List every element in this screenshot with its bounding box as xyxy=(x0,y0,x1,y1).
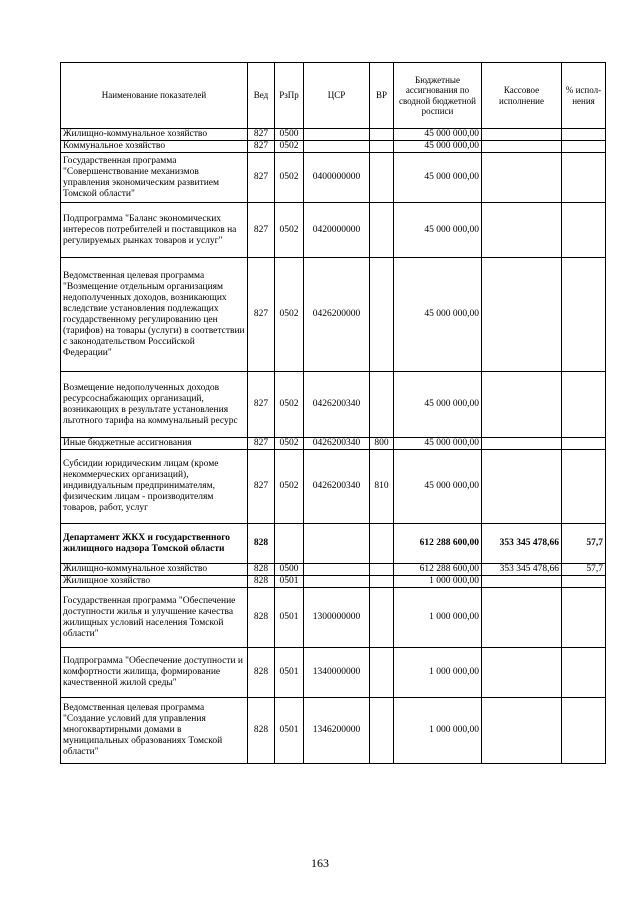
cell-budget: 1 000 000,00 xyxy=(394,576,482,588)
header-percent: % испол-нения xyxy=(562,63,606,129)
cell-rzpr: 0502 xyxy=(275,153,304,203)
cell-name: Государственная программа "Обеспечение доступности жилья и улучшение качества жилищных условий населения Томской области" xyxy=(61,588,248,648)
cell-rzpr: 0501 xyxy=(275,698,304,764)
cell-vr xyxy=(370,129,394,141)
cell-vr xyxy=(370,203,394,258)
header-csr: ЦСР xyxy=(304,63,370,129)
header-rzpr: РзПр xyxy=(275,63,304,129)
cell-budget: 612 288 600,00 xyxy=(394,564,482,576)
header-vr: ВР xyxy=(370,63,394,129)
cell-csr xyxy=(304,564,370,576)
cell-name: Ведомственная целевая программа "Возмещение отдельным организациям недополученных доходов, возникающих вследствие установления подлежащих государственному регулированию цен (тарифов) на товары (услуги) в соответствии с законодательством Российской Федерации" xyxy=(61,258,248,372)
cell-csr: 0400000000 xyxy=(304,153,370,203)
table-row xyxy=(61,203,606,258)
cell-budget: 1 000 000,00 xyxy=(394,648,482,698)
table-row xyxy=(61,372,606,438)
cell-rzpr: 0502 xyxy=(275,450,304,524)
cell-rzpr: 0501 xyxy=(275,588,304,648)
cell-rzpr: 0502 xyxy=(275,141,304,153)
cell-percent: 57,7 xyxy=(562,524,606,564)
cell-percent xyxy=(562,129,606,141)
cell-cash: 353 345 478,66 xyxy=(482,524,562,564)
cell-ved: 827 xyxy=(248,141,275,153)
cell-ved: 827 xyxy=(248,153,275,203)
cell-budget: 45 000 000,00 xyxy=(394,450,482,524)
cell-ved: 828 xyxy=(248,588,275,648)
cell-percent xyxy=(562,450,606,524)
cell-percent xyxy=(562,588,606,648)
cell-name: Жилищно-коммунальное хозяйство xyxy=(61,129,248,141)
cell-cash xyxy=(482,129,562,141)
cell-percent xyxy=(562,648,606,698)
cell-cash xyxy=(482,258,562,372)
cell-percent xyxy=(562,438,606,450)
table-row xyxy=(61,141,606,153)
cell-ved: 828 xyxy=(248,564,275,576)
cell-cash xyxy=(482,698,562,764)
cell-cash xyxy=(482,438,562,450)
header-budget: Бюджетные ассигнования по сводной бюджетной росписи xyxy=(394,63,482,129)
cell-cash xyxy=(482,203,562,258)
cell-cash xyxy=(482,576,562,588)
budget-execution-table xyxy=(60,62,606,764)
header-cash: Кассовое исполнение xyxy=(482,63,562,129)
cell-budget: 45 000 000,00 xyxy=(394,438,482,450)
table-row xyxy=(61,698,606,764)
cell-vr: 810 xyxy=(370,450,394,524)
cell-budget: 45 000 000,00 xyxy=(394,153,482,203)
table-header-row xyxy=(61,63,606,129)
cell-budget: 1 000 000,00 xyxy=(394,588,482,648)
cell-budget: 45 000 000,00 xyxy=(394,372,482,438)
cell-rzpr: 0501 xyxy=(275,576,304,588)
table-row xyxy=(61,438,606,450)
table-row xyxy=(61,524,606,564)
table-row xyxy=(61,153,606,203)
cell-ved: 827 xyxy=(248,129,275,141)
cell-csr xyxy=(304,576,370,588)
cell-ved: 827 xyxy=(248,258,275,372)
cell-vr xyxy=(370,648,394,698)
cell-cash xyxy=(482,450,562,524)
cell-percent xyxy=(562,258,606,372)
cell-name: Ведомственная целевая программа "Создание условий для управления многоквартирными домами в муниципальных образованиях Томской области" xyxy=(61,698,248,764)
table-row xyxy=(61,648,606,698)
cell-rzpr: 0502 xyxy=(275,438,304,450)
table-body xyxy=(61,129,606,764)
cell-cash xyxy=(482,648,562,698)
cell-csr: 1300000000 xyxy=(304,588,370,648)
cell-vr xyxy=(370,524,394,564)
cell-csr: 0420000000 xyxy=(304,203,370,258)
cell-percent xyxy=(562,141,606,153)
cell-ved: 827 xyxy=(248,450,275,524)
table-row xyxy=(61,450,606,524)
cell-ved: 827 xyxy=(248,372,275,438)
cell-percent xyxy=(562,203,606,258)
cell-name: Субсидии юридическим лицам (кроме некоммерческих организаций), индивидуальным предпринимателям, физическим лицам - производителям товаров, работ, услуг xyxy=(61,450,248,524)
cell-csr: 0426200340 xyxy=(304,438,370,450)
cell-cash xyxy=(482,372,562,438)
cell-csr: 0426200000 xyxy=(304,258,370,372)
cell-csr: 1340000000 xyxy=(304,648,370,698)
header-name: Наименование показателей xyxy=(61,63,248,129)
cell-name: Жилищное хозяйство xyxy=(61,576,248,588)
cell-vr xyxy=(370,698,394,764)
table-row xyxy=(61,258,606,372)
cell-percent: 57,7 xyxy=(562,564,606,576)
cell-csr: 1346200000 xyxy=(304,698,370,764)
page-number: 163 xyxy=(311,856,329,870)
cell-csr: 0426200340 xyxy=(304,372,370,438)
cell-name: Подпрограмма "Баланс экономических интересов потребителей и поставщиков на регулируемых рынках товаров и услуг" xyxy=(61,203,248,258)
cell-rzpr xyxy=(275,524,304,564)
cell-name: Жилищно-коммунальное хозяйство xyxy=(61,564,248,576)
table-row xyxy=(61,576,606,588)
cell-csr xyxy=(304,129,370,141)
cell-csr xyxy=(304,524,370,564)
cell-vr xyxy=(370,153,394,203)
cell-ved: 828 xyxy=(248,648,275,698)
cell-rzpr: 0502 xyxy=(275,203,304,258)
cell-percent xyxy=(562,153,606,203)
cell-ved: 828 xyxy=(248,576,275,588)
cell-cash xyxy=(482,588,562,648)
cell-vr xyxy=(370,141,394,153)
cell-budget: 45 000 000,00 xyxy=(394,258,482,372)
cell-vr xyxy=(370,564,394,576)
cell-csr xyxy=(304,141,370,153)
cell-cash: 353 345 478,66 xyxy=(482,564,562,576)
cell-cash xyxy=(482,153,562,203)
cell-percent xyxy=(562,576,606,588)
header-ved: Вед xyxy=(248,63,275,129)
cell-vr xyxy=(370,576,394,588)
table-row xyxy=(61,564,606,576)
cell-budget: 1 000 000,00 xyxy=(394,698,482,764)
cell-vr xyxy=(370,588,394,648)
cell-name: Коммунальное хозяйство xyxy=(61,141,248,153)
cell-ved: 828 xyxy=(248,524,275,564)
cell-vr: 800 xyxy=(370,438,394,450)
table-row xyxy=(61,588,606,648)
cell-vr xyxy=(370,372,394,438)
cell-ved: 827 xyxy=(248,203,275,258)
cell-vr xyxy=(370,258,394,372)
cell-name: Подпрограмма "Обеспечение доступности и комфортности жилища, формирование качественной жилой среды" xyxy=(61,648,248,698)
cell-name: Государственная программа "Совершенствование механизмов управления экономическим развитием Томской области" xyxy=(61,153,248,203)
cell-ved: 827 xyxy=(248,438,275,450)
cell-budget: 45 000 000,00 xyxy=(394,129,482,141)
cell-rzpr: 0500 xyxy=(275,129,304,141)
cell-cash xyxy=(482,141,562,153)
cell-rzpr: 0502 xyxy=(275,372,304,438)
cell-rzpr: 0502 xyxy=(275,258,304,372)
report-sheet xyxy=(60,62,605,764)
cell-rzpr: 0500 xyxy=(275,564,304,576)
cell-budget: 612 288 600,00 xyxy=(394,524,482,564)
cell-ved: 828 xyxy=(248,698,275,764)
cell-name: Возмещение недополученных доходов ресурсоснабжающих организаций, возникающих в результате установления льготного тарифа на коммунальный ресурс xyxy=(61,372,248,438)
cell-budget: 45 000 000,00 xyxy=(394,203,482,258)
cell-budget: 45 000 000,00 xyxy=(394,141,482,153)
cell-name: Департамент ЖКХ и государственного жилищного надзора Томской области xyxy=(61,524,248,564)
cell-name: Иные бюджетные ассигнования xyxy=(61,438,248,450)
cell-percent xyxy=(562,698,606,764)
table-row xyxy=(61,129,606,141)
cell-rzpr: 0501 xyxy=(275,648,304,698)
cell-percent xyxy=(562,372,606,438)
cell-csr: 0426200340 xyxy=(304,450,370,524)
